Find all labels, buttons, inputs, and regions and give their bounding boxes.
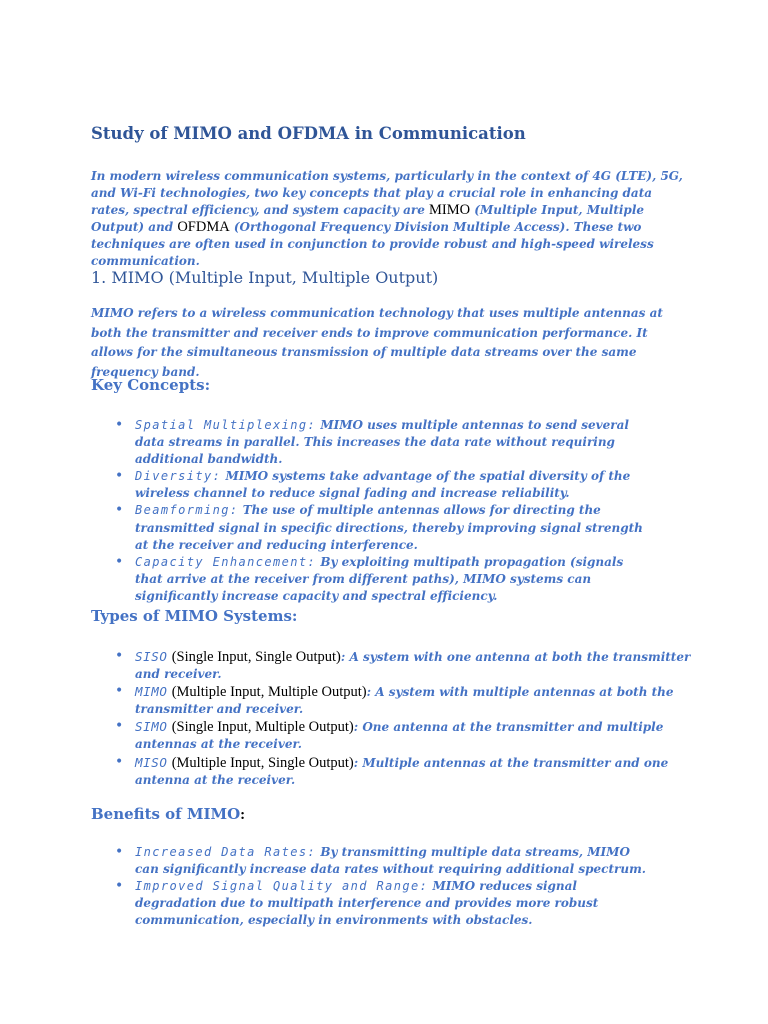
type-text: : Multiple antennas at the transmitter and one antenna at the receiver.: [135, 755, 669, 787]
type-term: MIMO: [135, 684, 168, 700]
concept-term: Capacity Enhancement:: [135, 554, 317, 569]
benefit-term: Improved Signal Quality and Range:: [135, 879, 429, 894]
bullet-icon: •: [115, 718, 124, 735]
list-item: [91, 502, 651, 553]
section1-paragraph: MIMO refers to a wireless communication technology that uses multiple antennas at both the transmitter and receiver ends to improve communication performance. It allows for the simultaneous transmission of multiple data streams over the same frequency band.: [91, 306, 663, 379]
concept-term: Beamforming:: [135, 503, 239, 518]
list-item: [91, 417, 651, 468]
intro-text-2: (Multiple Input, Multiple Output) and: [91, 203, 645, 235]
document-title: Study of MIMO and OFDMA in Communication: [91, 124, 526, 143]
concept-term: Spatial Multiplexing:: [135, 418, 317, 432]
bullet-icon: •: [115, 553, 124, 570]
list-item: [91, 844, 651, 878]
type-text: : One antenna at the transmitter and multiple antennas at the receiver.: [135, 720, 664, 752]
type-expansion: (Single Input, Multiple Output): [171, 719, 354, 736]
type-term: SIMO: [135, 719, 168, 735]
type-text: : A system with one antenna at both the transmitter and receiver.: [135, 650, 691, 682]
key-concepts-list: [91, 417, 651, 605]
bullet-icon: •: [115, 468, 124, 485]
list-item: [91, 468, 651, 502]
types-list: [91, 648, 691, 789]
list-item: [91, 718, 691, 753]
benefits-list: [91, 844, 651, 929]
concept-text: MIMO systems take advantage of the spatial diversity of the wireless channel to reduce signal fading and increase reliability.: [135, 469, 631, 501]
types-heading: Types of MIMO Systems:: [91, 607, 298, 625]
bullet-icon: •: [115, 648, 124, 664]
benefits-heading: [91, 805, 245, 824]
list-item: [91, 754, 691, 789]
intro-text-1: In modern wireless communication systems, particularly in the context of 4G (LTE), 5G, and Wi-Fi technologies, two key concepts that play a crucial role in enhancing data rates, spectral efficiency, and system capacity are: [91, 169, 683, 218]
bullet-icon: •: [115, 502, 124, 519]
concept-text: By exploiting multipath propagation (signals that arrive at the receiver from different paths), MIMO systems can significantly increase capacity and spectral efficiency.: [135, 554, 624, 603]
bullet-icon: •: [115, 878, 124, 895]
concept-text: MIMO uses multiple antennas to send several data streams in parallel. This increases the data rate without requiring additional bandwidth.: [135, 418, 629, 467]
type-expansion: (Multiple Input, Multiple Output): [171, 684, 367, 701]
concept-text: The use of multiple antennas allows for directing the transmitted signal in specific directions, thereby improving signal strength at the receiver and reducing interference.: [135, 503, 643, 552]
section1-heading: 1. MIMO (Multiple Input, Multiple Output): [91, 268, 439, 287]
type-expansion: (Multiple Input, Single Output): [171, 754, 354, 771]
benefit-term: Increased Data Rates:: [135, 845, 317, 859]
list-item: [91, 878, 651, 929]
type-term: SISO: [135, 649, 168, 664]
key-concepts-heading: Key Concepts:: [91, 376, 211, 394]
bullet-icon: •: [115, 683, 124, 700]
list-item: [91, 554, 651, 605]
type-term: MISO: [135, 754, 168, 770]
concept-term: Diversity:: [135, 469, 222, 484]
bullet-icon: •: [115, 844, 124, 860]
bullet-icon: •: [115, 753, 124, 770]
type-expansion: (Single Input, Single Output): [171, 649, 341, 665]
type-text: : A system with multiple antennas at both the transmitter and receiver.: [135, 685, 674, 717]
intro-ofdma-term: OFDMA: [177, 219, 230, 236]
bullet-icon: •: [115, 417, 124, 433]
intro-mimo-term: MIMO: [429, 202, 471, 219]
list-item: [91, 683, 691, 718]
list-item: [91, 648, 691, 683]
benefit-text: MIMO reduces signal degradation due to multipath interference and provides more robust communication, especially in environments with obstacles.: [135, 879, 599, 928]
intro-paragraph: [91, 168, 683, 271]
benefits-heading-colon: :: [240, 807, 246, 823]
benefit-text: By transmitting multiple data streams, MIMO can significantly increase data rates without requiring additional spectrum.: [135, 845, 646, 877]
intro-text-3: (Orthogonal Frequency Division Multiple Access). These two techniques are often used in conjunction to provide robust and high-speed wireless communication.: [91, 220, 654, 269]
benefits-heading-text: Benefits of MIMO: [91, 805, 241, 823]
